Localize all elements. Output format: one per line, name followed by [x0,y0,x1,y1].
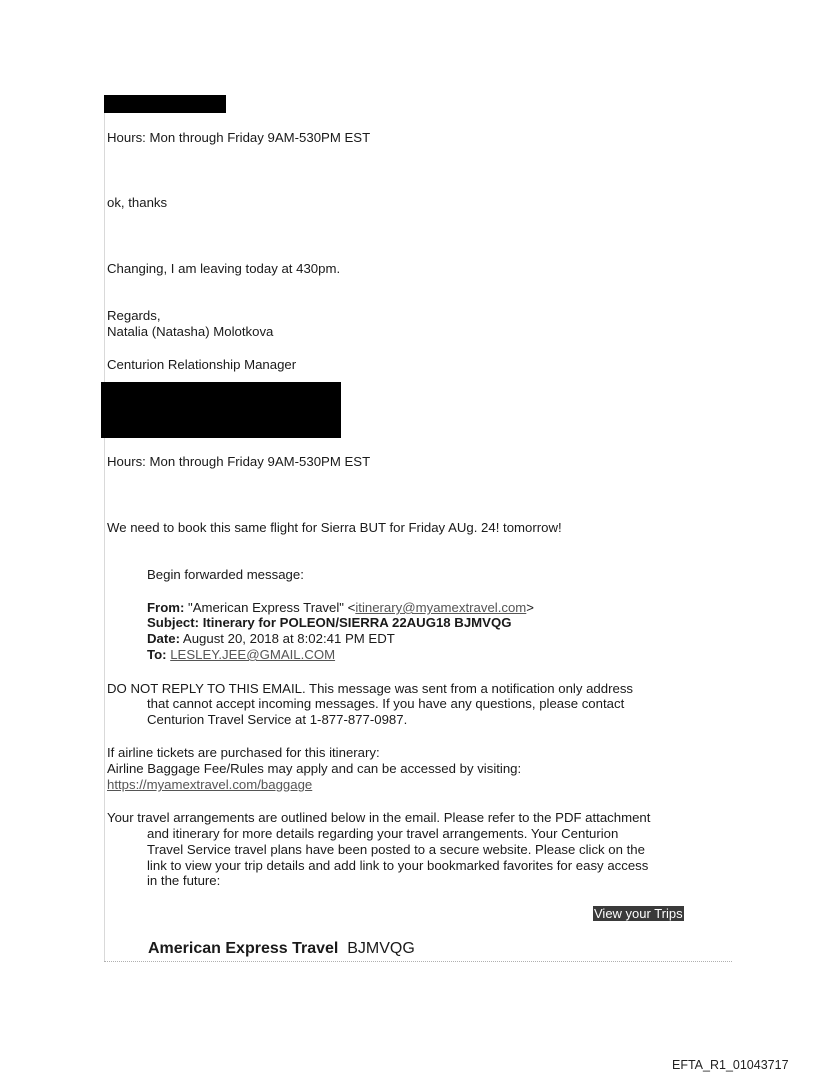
reply-ok-thanks: ok, thanks [107,195,168,210]
forwarded-to [147,647,335,662]
signature-name: Natalia (Natasha) Molotkova [107,324,274,339]
footer-id: EFTA_R1_01043717 [672,1058,789,1072]
from-close: > [526,600,534,615]
from-name: "American Express Travel" < [184,600,356,615]
redaction-block-1 [104,95,226,113]
from-label: From: [147,600,185,615]
view-trips-button[interactable]: View your Trips [594,906,683,921]
baggage-link[interactable]: https://myamextravel.com/baggage [107,777,313,792]
hours-line-2: Hours: Mon through Friday 9AM-530PM EST [107,454,371,469]
from-email-link[interactable]: itinerary@myamextravel.com [355,600,527,615]
notice-line-2: that cannot accept incoming messages. If you have any questions, please contact [147,696,625,711]
arrangements-line-5: in the future: [147,873,221,888]
dotted-divider [104,961,732,962]
arrangements-line-2: and itinerary for more details regarding your travel arrangements. Your Centurion [147,826,619,841]
arrangements-line-1: Your travel arrangements are outlined below in the email. Please refer to the PDF attachment [107,810,651,825]
quote-border [104,108,105,962]
to-label: To: [147,647,167,662]
arrangements-line-3: Travel Service travel plans have been posted to a secure website. Please click on the [147,842,645,857]
forwarded-from [147,600,534,615]
brand-name: American Express Travel [148,940,339,957]
brand-header [148,940,415,958]
baggage-line-2: Airline Baggage Fee/Rules may apply and can be accessed by visiting: [107,761,522,776]
to-email-link[interactable]: LESLEY.JEE@GMAIL.COM [170,647,336,662]
redaction-block-2 [101,382,341,438]
forwarded-intro: Begin forwarded message: [147,567,304,582]
baggage-line-1: If airline tickets are purchased for this itinerary: [107,745,380,760]
subject-label: Subject: [147,615,200,630]
date-label: Date: [147,631,180,646]
notice-line-3: Centurion Travel Service at 1-877-877-0987. [147,712,408,727]
notice-line-1: DO NOT REPLY TO THIS EMAIL. This message was sent from a notification only address [107,681,634,696]
booking-code: BJMVQG [347,940,415,957]
signature-title: Centurion Relationship Manager [107,357,297,372]
forwarded-subject [147,615,511,630]
date-value: August 20, 2018 at 8:02:41 PM EDT [179,631,395,646]
forwarded-date [147,631,395,646]
changing-line: Changing, I am leaving today at 430pm. [107,261,341,276]
signature-regards: Regards, [107,308,161,323]
hours-line-1: Hours: Mon through Friday 9AM-530PM EST [107,130,371,145]
subject-value: Itinerary for POLEON/SIERRA 22AUG18 BJMVQG [199,615,512,630]
arrangements-line-4: link to view your trip details and add link to your bookmarked favorites for easy access [147,858,649,873]
booking-request: We need to book this same flight for Sierra BUT for Friday AUg. 24! tomorrow! [107,520,562,535]
